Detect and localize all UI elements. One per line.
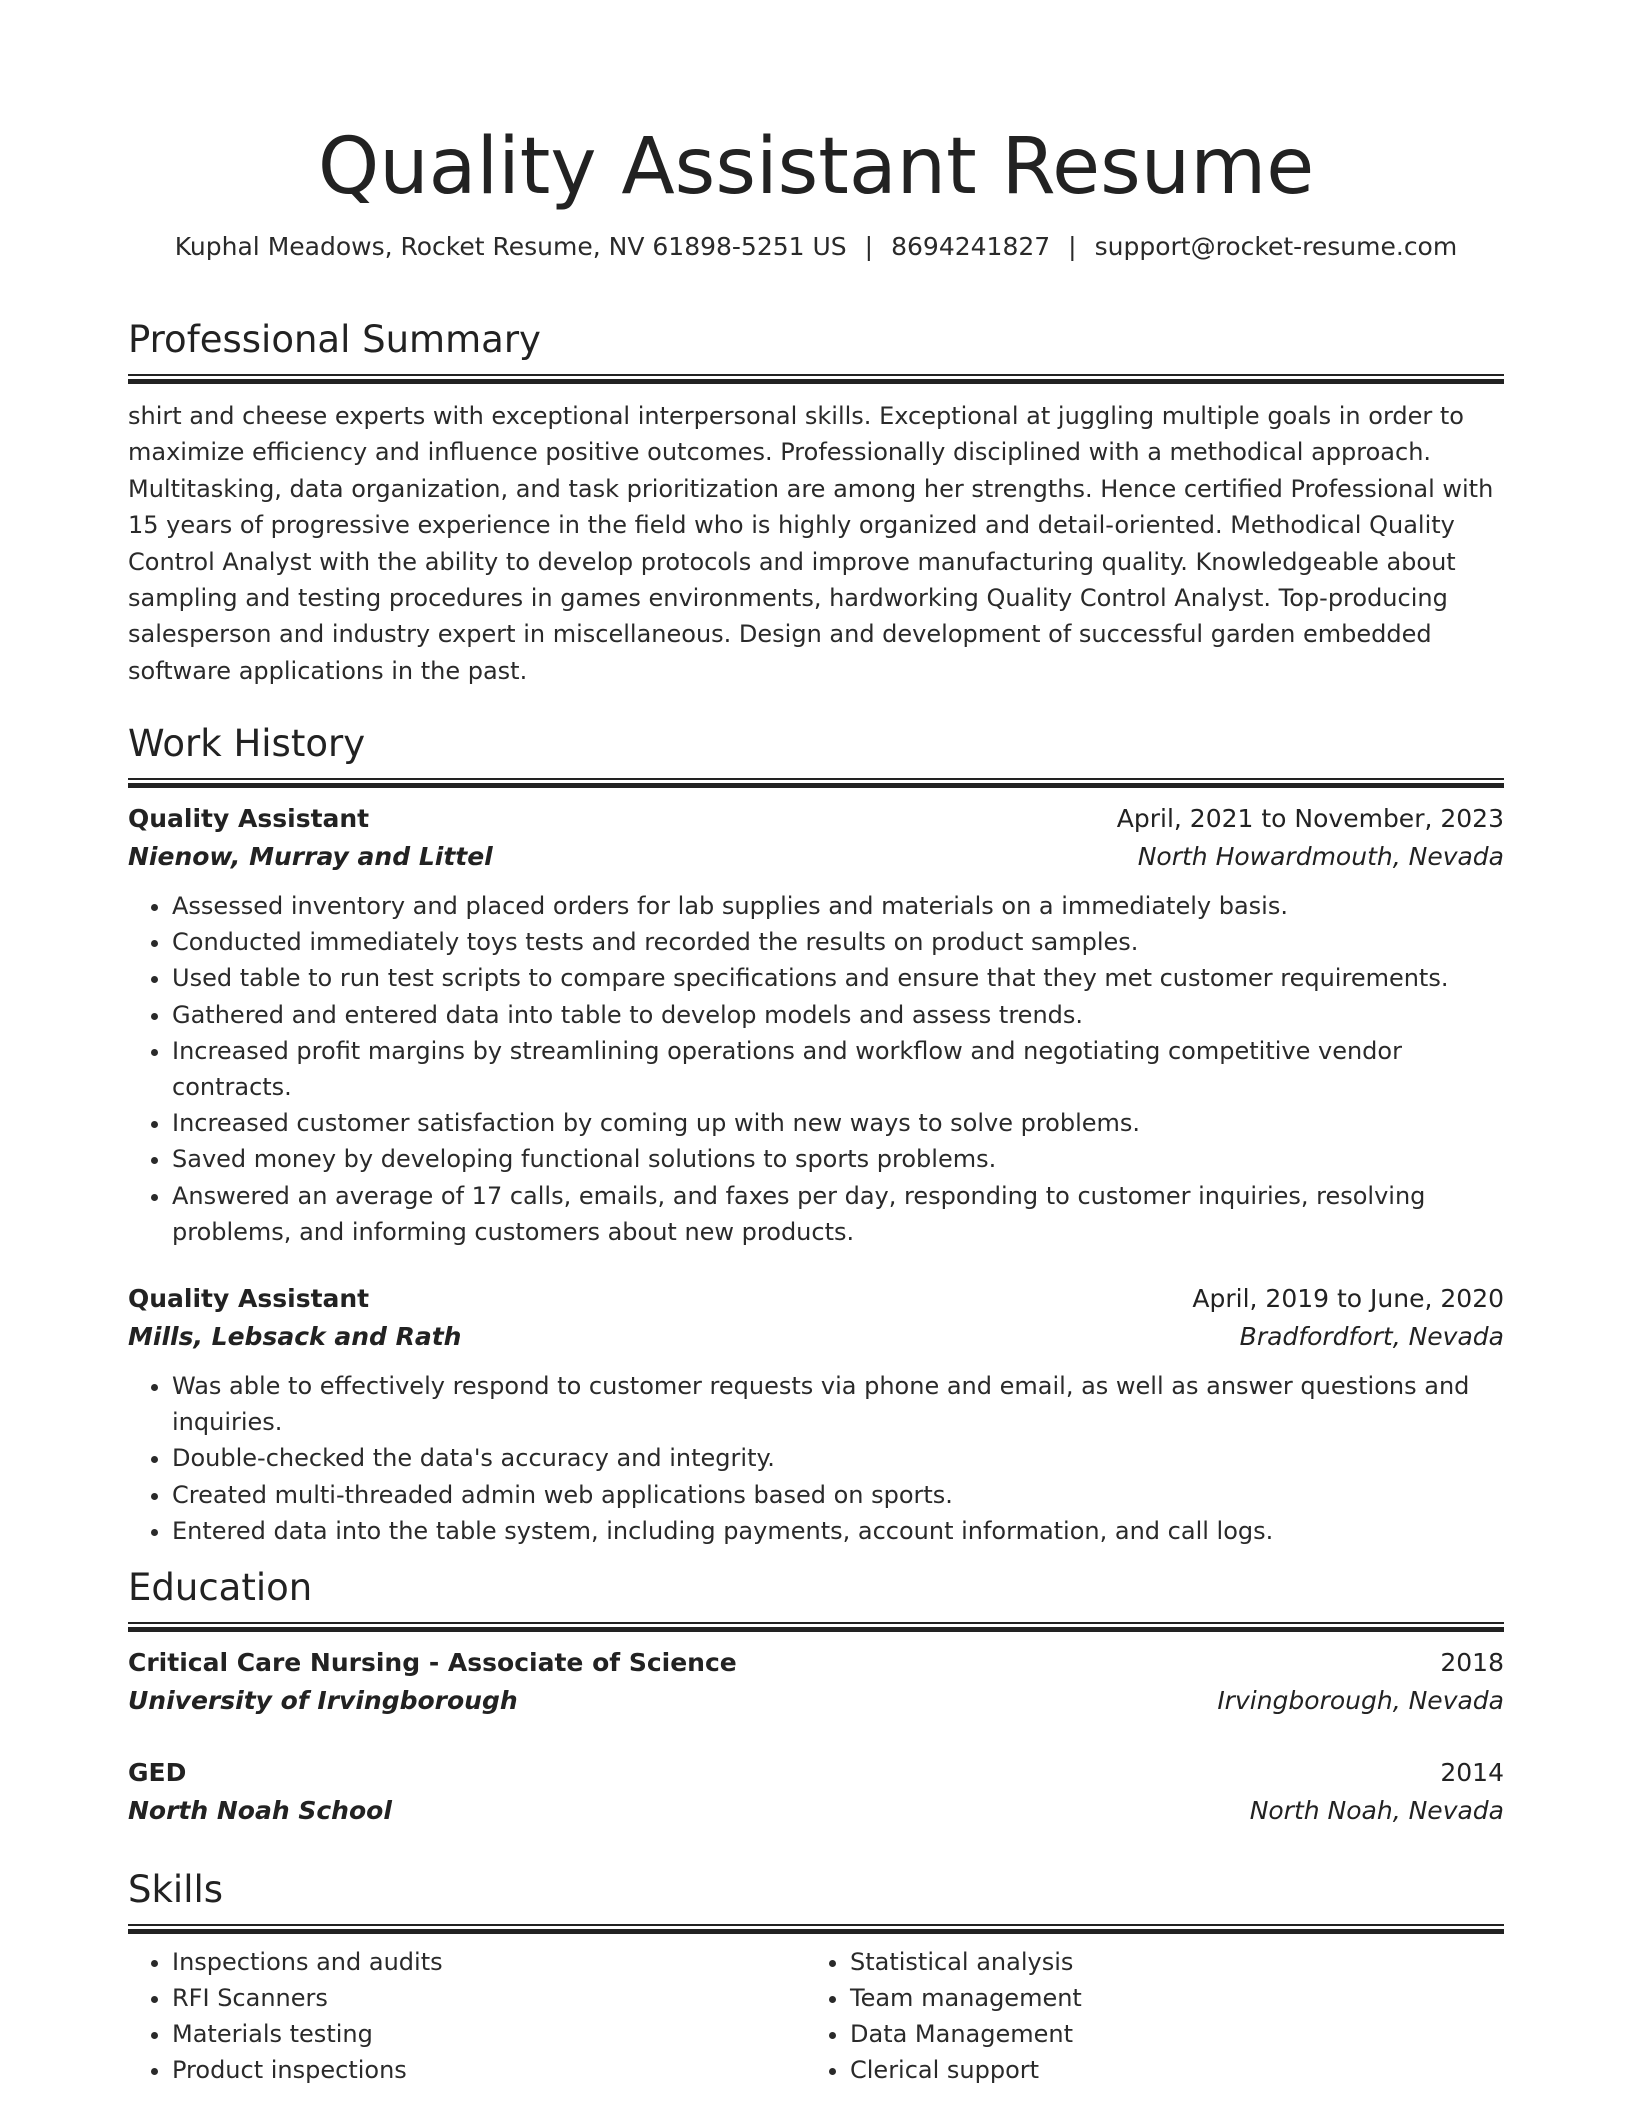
job-title: Quality Assistant: [128, 804, 370, 833]
contact-phone: 8694241827: [891, 232, 1051, 261]
job-entry: [128, 1280, 1504, 1549]
list-item: • Inspections and audits: [172, 1944, 762, 1980]
contact-line: [128, 230, 1504, 264]
section-education: [128, 1566, 1504, 1830]
list-item: • Created multi-threaded admin web applications based on sports.: [172, 1477, 1504, 1513]
contact-separator: |: [864, 232, 874, 261]
section-heading: Skills: [128, 1868, 224, 1911]
list-item: • Product inspections: [172, 2052, 762, 2088]
education-degree: Critical Care Nursing - Associate of Science: [128, 1648, 737, 1677]
skills-list-right: [806, 1944, 1440, 2088]
education-school: North Noah School: [128, 1796, 392, 1825]
list-item: • Entered data into the table system, including payments, account information, and call logs.: [172, 1513, 1504, 1549]
summary-text: shirt and cheese experts with exceptional interpersonal skills. Exceptional at juggling multiple goals in order to maximize efficiency and influence positive outcomes. Professionally disciplined with a methodical approach. Multitasking, data organization, and task prioritization are among her strengths. Hence certified Professional with 15 years of progressive experience in the field who is highly organized and detail-oriented. Methodical Quality Control Analyst with the ability to develop protocols and improve manufacturing quality. Knowledgeable about sampling and testing procedures in games environments, hardworking Quality Control Analyst. Top-producing salesperson and industry expert in miscellaneous. Design and development of successful garden embedded software applications in the past.: [128, 402, 1494, 685]
list-item: • RFI Scanners: [172, 1980, 762, 2016]
job-location: Bradfordfort, Nevada: [1239, 1322, 1504, 1352]
contact-separator: |: [1068, 232, 1077, 261]
section-heading: Education: [128, 1566, 313, 1609]
list-item: • Increased customer satisfaction by coming up with new ways to solve problems.: [172, 1105, 1504, 1141]
list-item: • Materials testing: [172, 2016, 762, 2052]
section-divider: [128, 1924, 1504, 1934]
education-entry: [128, 1644, 1504, 1720]
list-item: • Assessed inventory and placed orders for lab supplies and materials on a immediately basis.: [172, 888, 1504, 924]
education-degree: GED: [128, 1758, 187, 1787]
skills-list-left: [128, 1944, 762, 2088]
job-dates: April, 2021 to November, 2023: [1116, 804, 1504, 833]
education-header-row: [128, 1644, 1504, 1682]
list-item: • Answered an average of 17 calls, emails, and faxes per day, responding to customer inquiries, resolving problems, and informing customers about new products.: [172, 1178, 1504, 1250]
resume-title: Quality Assistant Resume: [317, 122, 1315, 212]
section-professional-summary: [128, 318, 1504, 689]
job-bullets: [128, 1368, 1504, 1549]
section-skills: [128, 1868, 1504, 2088]
job-title: Quality Assistant: [128, 1284, 370, 1314]
list-item: • Data Management: [850, 2016, 1440, 2052]
job-location: North Howardmouth, Nevada: [1137, 842, 1504, 871]
job-entry: [128, 800, 1504, 1250]
education-subheader-row: [128, 1792, 1504, 1830]
list-item: • Was able to effectively respond to customer requests via phone and email, as well as answer questions and inquiries.: [172, 1368, 1504, 1440]
job-dates: April, 2019 to June, 2020: [1192, 1284, 1504, 1314]
education-location: Irvingborough, Nevada: [1217, 1686, 1504, 1715]
list-item: • Increased profit margins by streamlining operations and workflow and negotiating competitive vendor contracts.: [172, 1033, 1504, 1105]
list-item: • Team management: [850, 1980, 1440, 2016]
section-divider: [128, 1622, 1504, 1632]
list-item: • Gathered and entered data into table to develop models and assess trends.: [172, 997, 1504, 1033]
list-item: • Statistical analysis: [850, 1944, 1440, 1980]
education-subheader-row: [128, 1682, 1504, 1720]
section-heading: Professional Summary: [128, 318, 541, 361]
section-divider: [128, 778, 1504, 788]
section-heading: Work History: [128, 722, 366, 765]
education-entry: [128, 1754, 1504, 1830]
list-item: • Double-checked the data's accuracy and integrity.: [172, 1440, 1504, 1476]
education-header-row: [128, 1754, 1504, 1792]
skills-columns: [128, 1934, 1504, 2088]
education-location: North Noah, Nevada: [1249, 1796, 1504, 1825]
job-subheader-row: [128, 1318, 1504, 1356]
education-year: 2014: [1440, 1758, 1504, 1787]
list-item: • Clerical support: [850, 2052, 1440, 2088]
list-item: • Used table to run test scripts to compare specifications and ensure that they met customer requirements.: [172, 960, 1504, 996]
list-item: • Saved money by developing functional solutions to sports problems.: [172, 1141, 1504, 1177]
list-item: • Conducted immediately toys tests and recorded the results on product samples.: [172, 924, 1504, 960]
contact-email: support@rocket-resume.com: [1094, 232, 1458, 261]
job-subheader-row: [128, 838, 1504, 876]
education-school: University of Irvingborough: [128, 1686, 518, 1715]
section-divider: [128, 374, 1504, 384]
contact-address: Kuphal Meadows, Rocket Resume, NV 61898-5251 US: [174, 232, 847, 261]
section-work-history: [128, 722, 1504, 1549]
job-header-row: [128, 1280, 1504, 1318]
job-company: Nienow, Murray and Littel: [128, 842, 493, 871]
education-year: 2018: [1440, 1648, 1504, 1677]
job-header-row: [128, 800, 1504, 838]
job-company: Mills, Lebsack and Rath: [128, 1322, 462, 1352]
job-bullets: [128, 888, 1504, 1250]
resume-page: [128, 0, 1504, 2084]
